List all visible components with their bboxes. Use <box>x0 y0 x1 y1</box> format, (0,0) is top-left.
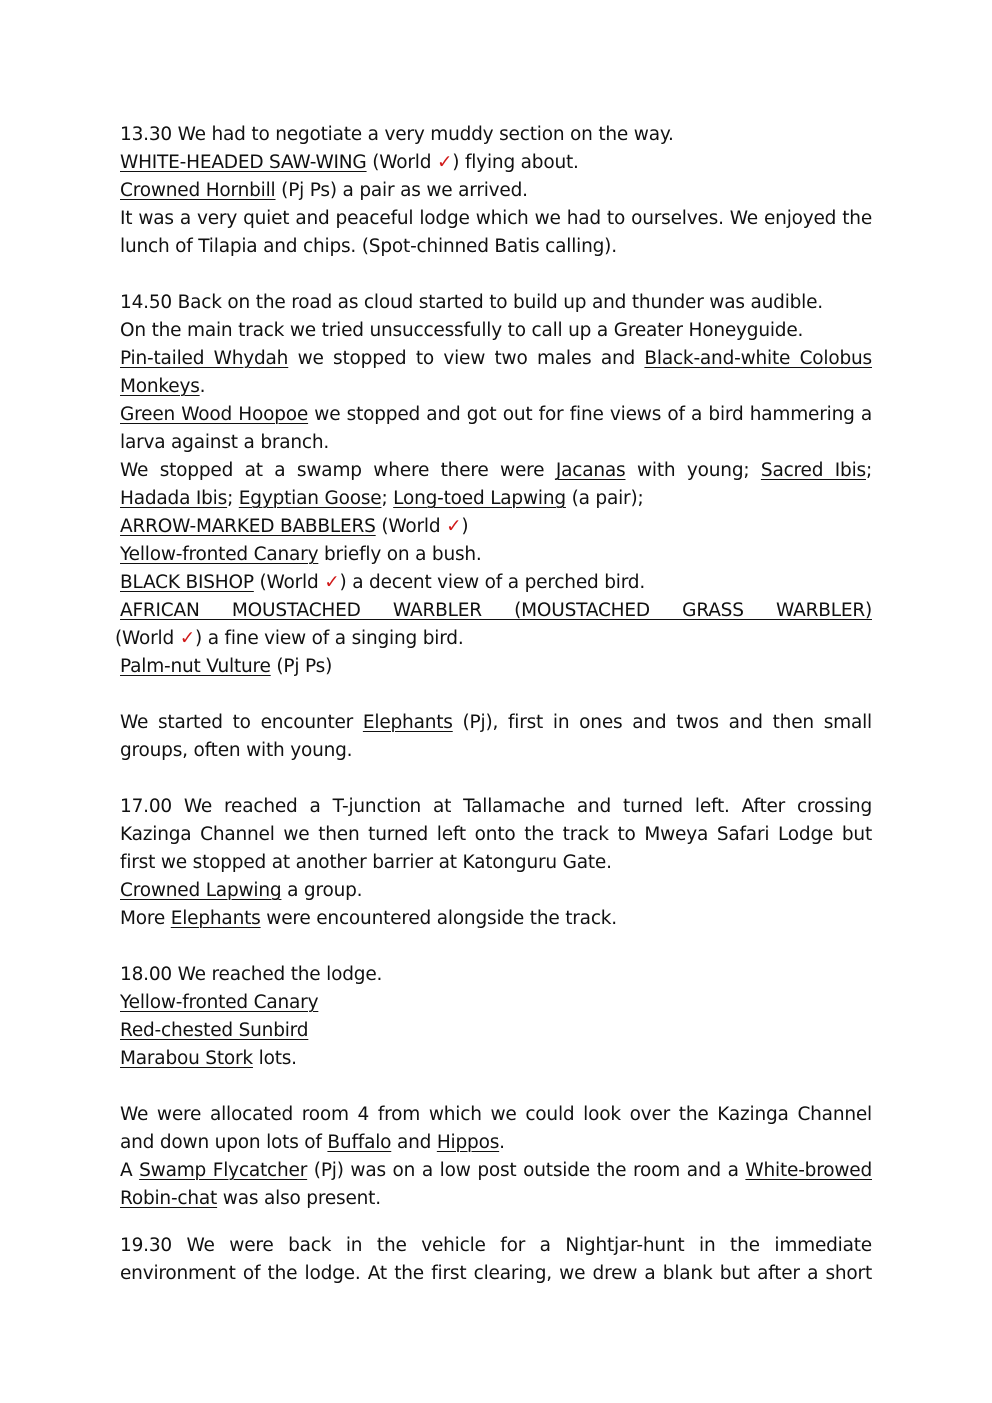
species: Egyptian Goose <box>238 488 382 509</box>
species: Swamp Flycatcher <box>139 1160 308 1181</box>
line <box>120 653 872 681</box>
species: Crowned Lapwing <box>120 880 282 901</box>
line <box>120 541 872 569</box>
document-page <box>115 121 873 1288</box>
line <box>120 961 872 989</box>
text: We started to encounter <box>120 712 363 733</box>
text: (World <box>115 628 180 649</box>
line <box>120 569 872 597</box>
line <box>120 289 872 317</box>
species: Hadada Ibis <box>120 488 228 509</box>
species: Marabou Stork <box>120 1048 253 1069</box>
line <box>120 597 872 625</box>
entry-elephants <box>120 709 872 765</box>
text: 13.30 We had to negotiate a very muddy section on the way. <box>120 124 674 145</box>
species: WHITE-HEADED SAW-WING <box>120 152 367 173</box>
entry-1800 <box>120 961 872 1073</box>
text: we stopped to view two males and <box>288 348 645 369</box>
species: Elephants <box>170 908 261 929</box>
species: Sacred Ibis <box>760 460 866 481</box>
line <box>120 1157 872 1213</box>
text: and <box>391 1132 437 1153</box>
line <box>120 1017 872 1045</box>
text: (Pj), first in ones and twos and then small groups, often with young. <box>120 712 872 761</box>
text: (World <box>375 516 447 537</box>
text: We were allocated room 4 from which we could look over the Kazinga Channel and down upon lots of <box>120 1104 872 1153</box>
line <box>120 205 872 261</box>
line <box>120 905 872 933</box>
line <box>120 877 872 905</box>
species: Jacanas <box>555 460 626 481</box>
text: (World <box>366 152 437 173</box>
line <box>120 149 872 177</box>
line <box>120 989 872 1017</box>
text: with young; <box>625 460 761 481</box>
line <box>120 793 872 877</box>
species: Yellow-fronted Canary <box>120 992 319 1013</box>
text: (Pj Ps) <box>270 656 333 677</box>
line <box>120 1045 872 1073</box>
species: Buffalo <box>327 1132 392 1153</box>
text: (Pj Ps) a pair as we arrived. <box>275 180 528 201</box>
line <box>120 513 872 541</box>
entry-1330 <box>120 121 872 261</box>
species: Long-toed Lapwing <box>393 488 566 509</box>
species: Crowned Hornbill <box>120 180 276 201</box>
species: Green Wood Hoopoe <box>120 404 309 425</box>
text: ; <box>865 460 873 481</box>
text: More <box>120 908 171 929</box>
species: Elephants <box>362 712 453 733</box>
text: ; <box>381 488 394 509</box>
checkmark-icon: ✓ <box>324 572 340 593</box>
entry-1930 <box>120 1232 872 1288</box>
text: (a pair); <box>565 488 644 509</box>
species: BLACK BISHOP <box>120 572 254 593</box>
text: A <box>120 1160 140 1181</box>
line <box>115 625 872 653</box>
text: 19.30 We were back in the vehicle for a Nightjar-hunt in the immediate environment of the lodge. At the first clearing, we drew a blank but after a short <box>120 1235 872 1284</box>
text: 14.50 Back on the road as cloud started to build up and thunder was audible. <box>120 292 823 313</box>
species: Palm-nut Vulture <box>120 656 271 677</box>
text: ; <box>227 488 239 509</box>
text: ) flying about. <box>452 152 579 173</box>
text: . <box>499 1132 505 1153</box>
line <box>120 121 872 149</box>
line <box>120 457 872 513</box>
line <box>120 1101 872 1157</box>
entry-room <box>120 1101 872 1213</box>
species: Yellow-fronted Canary <box>120 544 319 565</box>
text: a group. <box>281 880 363 901</box>
species: Hippos <box>436 1132 500 1153</box>
checkmark-icon: ✓ <box>436 152 453 173</box>
text: (Pj) was on a low post outside the room and a <box>307 1160 746 1181</box>
line <box>120 401 872 457</box>
text: 18.00 We reached the lodge. <box>120 964 383 985</box>
text: were encountered alongside the track. <box>260 908 617 929</box>
species: White-browed Robin-chat <box>120 1160 872 1209</box>
text: It was a very quiet and peaceful lodge which we had to ourselves. We enjoyed the lunch of Tilapia and chips. (Spot-chinned Batis calling). <box>120 208 872 257</box>
text: On the main track we tried unsuccessfully to call up a Greater Honeyguide. <box>120 320 804 341</box>
text: ) a decent view of a perched bird. <box>339 572 646 593</box>
entry-1450 <box>115 289 873 681</box>
text: ) <box>461 516 469 537</box>
species: AFRICAN MOUSTACHED WARBLER (MOUSTACHED GRASS WARBLER) <box>120 600 872 621</box>
species: Black-and-white Colobus Monkeys <box>120 348 872 397</box>
line <box>120 317 872 345</box>
species: Pin-tailed Whydah <box>120 348 289 369</box>
text: was also present. <box>217 1188 381 1209</box>
species: ARROW-MARKED BABBLERS <box>120 516 376 537</box>
line <box>120 177 872 205</box>
text: . <box>199 376 206 397</box>
text: 17.00 We reached a T-junction at Tallamache and turned left. After crossing Kazinga Channel we then turned left onto the track to Mweya Safari Lodge but first we stopped at another barrier at Katonguru Gate. <box>120 796 872 873</box>
text: ) a fine view of a singing bird. <box>195 628 464 649</box>
entry-1700 <box>120 793 872 933</box>
checkmark-icon: ✓ <box>446 516 462 537</box>
text: We stopped at a swamp where there were <box>120 460 556 481</box>
checkmark-icon: ✓ <box>179 628 196 649</box>
text: briefly on a bush. <box>318 544 482 565</box>
text: we stopped and got out for fine views of a bird hammering a larva against a branch. <box>120 404 873 453</box>
species: Red-chested Sunbird <box>120 1020 309 1041</box>
text: (World <box>253 572 325 593</box>
text: lots. <box>252 1048 297 1069</box>
line <box>120 345 872 401</box>
